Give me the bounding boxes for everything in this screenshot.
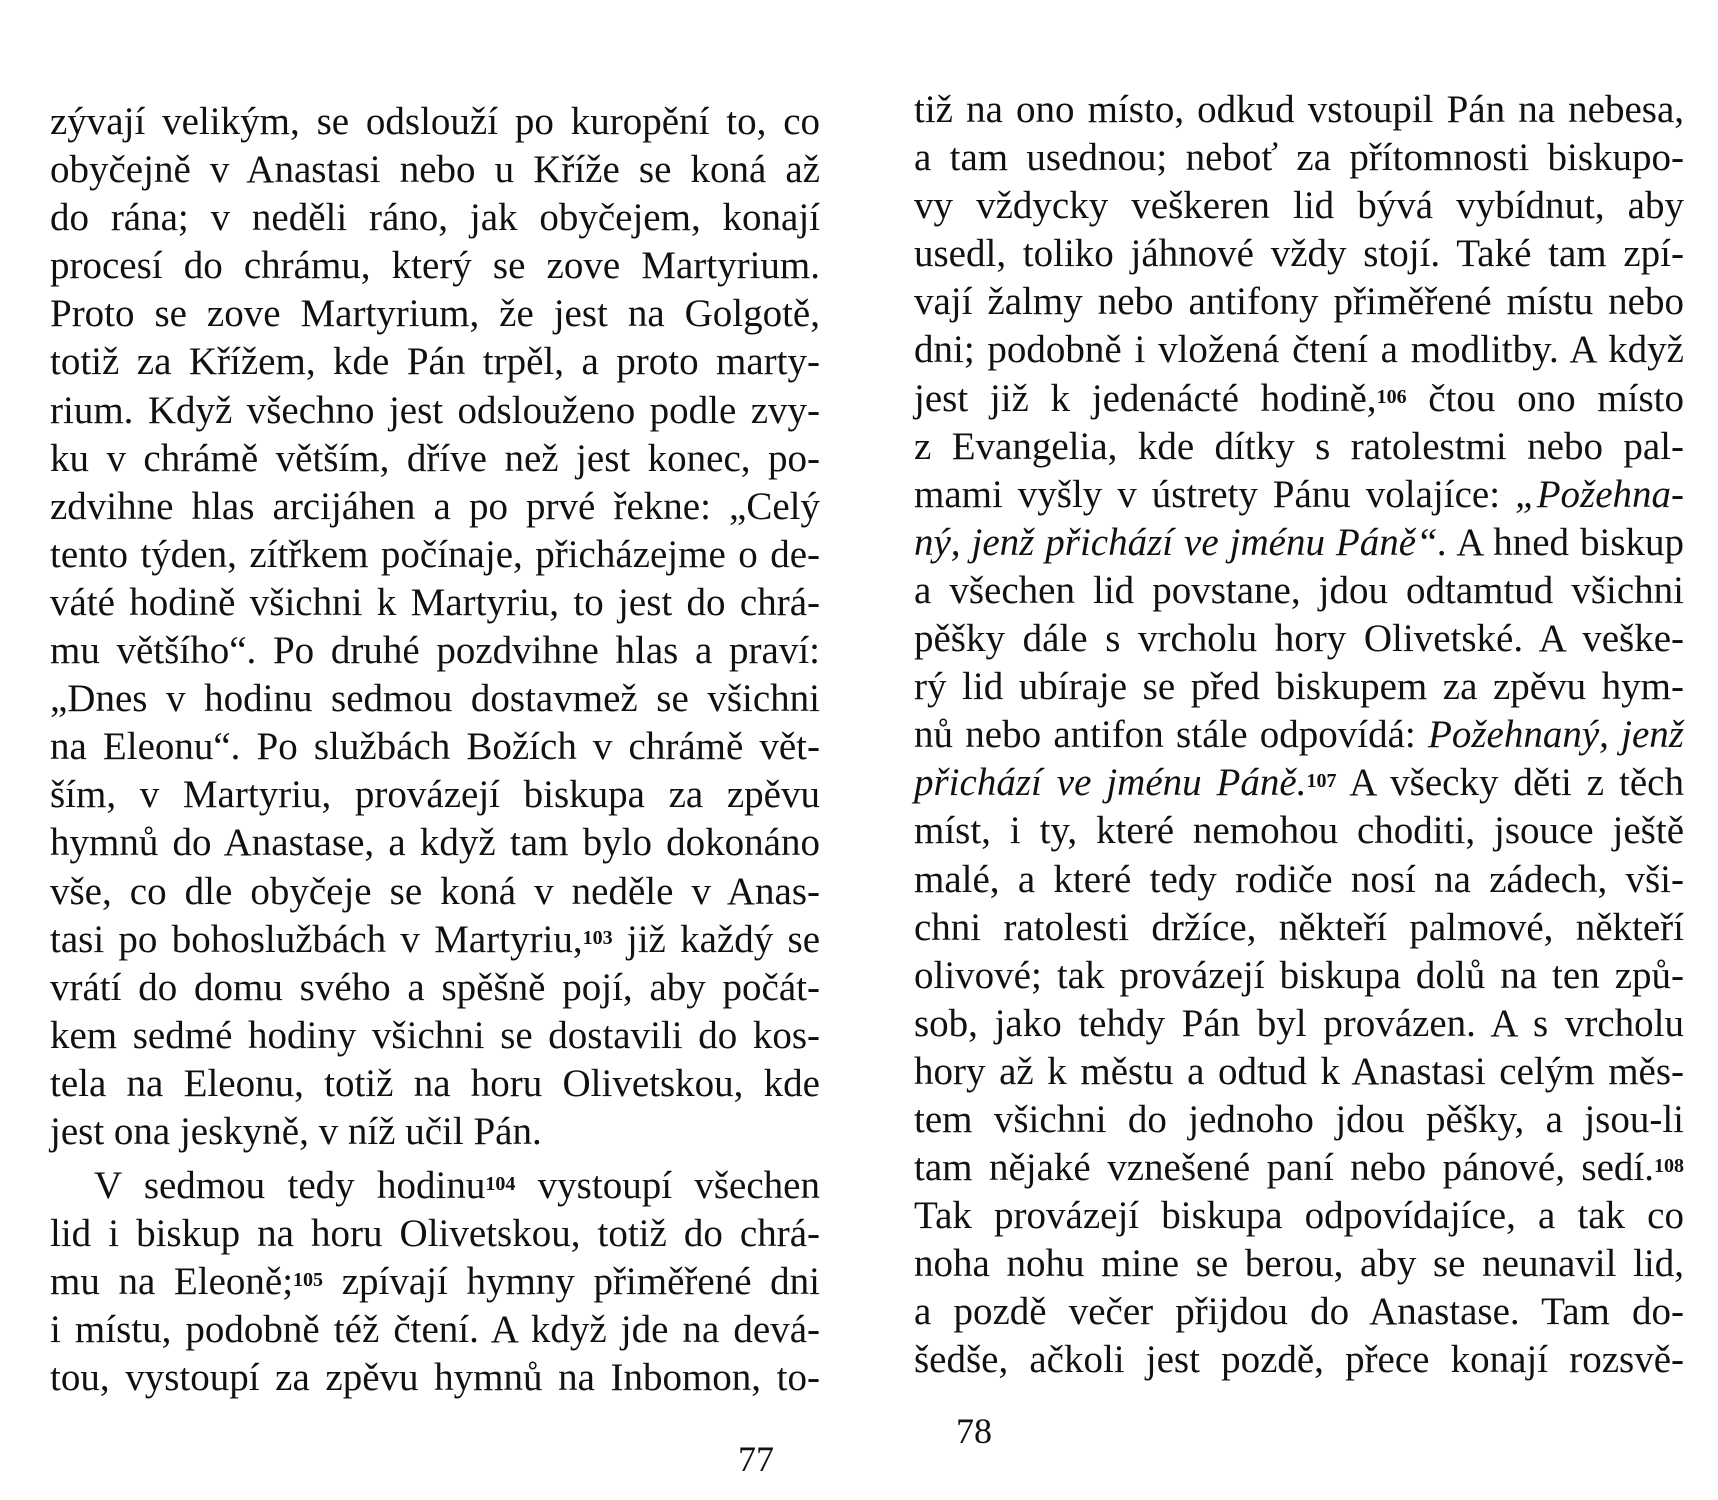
text-line [914, 326, 1684, 374]
text-run: ším, v Martyriu, provázejí biskupa za zpěvu [50, 773, 820, 817]
text-run: jest již k jedenácté hodině, [914, 376, 1377, 420]
text-run: vy vždycky veškeren lid bývá vybídnut, aby [914, 184, 1684, 228]
text-run: lid i biskup na horu Olivetskou, totiž do chrá- [50, 1212, 820, 1256]
text-line [914, 615, 1684, 663]
text-run: nů nebo antifon stále odpovídá: [914, 713, 1429, 757]
text-run: hymnů do Anastase, a když tam bylo dokonáno [50, 821, 820, 865]
text-run: do rána; v neděli ráno, jak obyčejem, konají [50, 196, 820, 240]
text-line [914, 759, 1684, 807]
text-run: vrátí do domu svého a spěšně pojí, aby počát- [50, 965, 820, 1009]
italic-quote: Požehnaný, jenž [1428, 713, 1684, 757]
text-run: váté hodině všichni k Martyriu, to jest do chrá- [50, 580, 820, 624]
text-line [50, 1306, 820, 1354]
text-line [914, 1144, 1684, 1192]
text-run: tam nějaké vznešené paní nebo pánové, sedí. [914, 1146, 1654, 1190]
text-line [50, 242, 820, 290]
text-run: a pozdě večer přijdou do Anastase. Tam do- [914, 1290, 1684, 1334]
text-line [50, 964, 820, 1012]
text-run: usedl, toliko jáhnové vždy stojí. Také tam zpí- [914, 232, 1684, 276]
text-run: chni ratolesti držíce, někteří palmové, někteří [914, 905, 1684, 949]
text-run: šedše, ačkoli jest pozdě, přece konají rozsvě- [914, 1338, 1684, 1382]
text-line [914, 1048, 1684, 1096]
text-line [914, 1192, 1684, 1240]
footnote-marker: 104 [485, 1173, 516, 1196]
text-line [50, 1258, 820, 1306]
text-line [50, 146, 820, 194]
text-line [50, 868, 820, 916]
text-line [50, 916, 820, 964]
text-run: tem všichni do jednoho jdou pěšky, a jsou-li [914, 1097, 1684, 1141]
text-run: A hned biskup [1447, 520, 1684, 564]
text-line [50, 1210, 820, 1258]
text-run: procesí do chrámu, který se zove Martyrium. [50, 244, 820, 288]
text-line [914, 278, 1684, 326]
text-run: mami vyšly v ústrety Pánu volajíce: [914, 472, 1515, 516]
text-run: zdvihne hlas arcijáhen a po prvé řekne: „Celý [50, 484, 820, 528]
text-run: kem sedmé hodiny všichni se dostavili do kos- [50, 1013, 820, 1057]
text-line [914, 519, 1684, 567]
text-run: tiž na ono místo, odkud vstoupil Pán na nebesa, [914, 88, 1684, 131]
text-run: vají žalmy nebo antifony přiměřené místu nebo [914, 280, 1684, 324]
text-run: na Eleonu“. Po službách Božích v chrámě vět- [50, 725, 820, 769]
text-run: zývají velikým, se odslouží po kuropění to, co [50, 100, 820, 143]
text-run: Tak provázejí biskupa odpovídajíce, a tak co [914, 1194, 1684, 1238]
text-line [50, 675, 820, 723]
text-run: a tam usednou; neboť za přítomnosti biskupo- [914, 136, 1684, 180]
text-line [50, 1354, 820, 1402]
text-run: V sedmou tedy hodinu [94, 1164, 486, 1208]
text-line [914, 856, 1684, 904]
text-line [50, 387, 820, 435]
text-run: jest ona jeskyně, v níž učil Pán. [50, 1109, 542, 1153]
text-run: „Dnes v hodinu sedmou dostavmež se všichni [50, 677, 820, 721]
text-run: noha nohu mine se berou, aby se neunavil lid, [914, 1242, 1684, 1286]
text-run: tento týden, zítřkem počínaje, přicházejme o de- [50, 532, 820, 576]
text-line [914, 230, 1684, 278]
footnote-marker: 103 [582, 926, 613, 949]
text-line [914, 807, 1684, 855]
text-line [914, 1240, 1684, 1288]
text-line [50, 1060, 820, 1108]
text-line [50, 1012, 820, 1060]
italic-quote: „Požehna- [1515, 472, 1684, 516]
text-run: sob, jako tehdy Pán byl provázen. A s vrcholu [914, 1001, 1684, 1045]
text-line [50, 627, 820, 675]
text-run: olivové; tak provázejí biskupa dolů na ten způ- [914, 953, 1684, 997]
text-line [50, 98, 820, 146]
text-line [914, 1096, 1684, 1144]
text-run: Proto se zove Martyrium, že jest na Golgotě, [50, 292, 820, 336]
left-page-text [50, 98, 820, 1403]
text-line [914, 952, 1684, 1000]
text-line [914, 86, 1684, 134]
text-run: tasi po bohoslužbách v Martyriu, [50, 917, 583, 961]
text-run: ku v chrámě větším, dříve než jest konec, po- [50, 436, 820, 480]
text-run: zpívají hymny přiměřené dni [323, 1260, 820, 1304]
text-line [50, 531, 820, 579]
text-line [50, 723, 820, 771]
text-line [914, 711, 1684, 759]
text-run: čtou ono místo [1406, 376, 1684, 420]
text-run: rium. Když všechno jest odslouženo podle zvy- [50, 388, 820, 432]
text-run: dni; podobně i vložená čtení a modlitby. A když [914, 328, 1684, 372]
text-line [50, 194, 820, 242]
text-run: mu na Eleoně; [50, 1260, 294, 1304]
text-line [914, 471, 1684, 519]
text-line [914, 134, 1684, 182]
italic-quote: ný, jenž přichází ve jménu Páně“. [914, 520, 1448, 564]
text-line [914, 375, 1684, 423]
text-run: vše, co dle obyčeje se koná v neděle v Anas- [50, 869, 820, 913]
text-line [50, 579, 820, 627]
text-line [50, 435, 820, 483]
page-number-left: 77 [738, 1439, 774, 1479]
text-run: míst, i ty, které nemohou choditi, jsouce ještě [914, 809, 1684, 853]
text-line [914, 663, 1684, 711]
text-run: vystoupí všechen [515, 1164, 820, 1208]
text-run: tela na Eleonu, totiž na horu Olivetskou, kde [50, 1061, 820, 1105]
text-run: totiž za Křížem, kde Pán trpěl, a proto marty- [50, 340, 820, 384]
text-line [50, 819, 820, 867]
text-run: i místu, podobně též čtení. A když jde na devá- [50, 1308, 820, 1352]
text-run: pěšky dále s vrcholu hory Olivetské. A veške- [914, 617, 1684, 661]
italic-quote: přichází ve jménu Páně. [914, 761, 1307, 805]
text-run: mu většího“. Po druhé pozdvihne hlas a praví: [50, 629, 820, 673]
text-line [914, 1288, 1684, 1336]
text-line [50, 771, 820, 819]
text-line [50, 483, 820, 531]
text-run: hory až k městu a odtud k Anastasi celým měs- [914, 1049, 1684, 1093]
text-run: tou, vystoupí za zpěvu hymnů na Inbomon, to- [50, 1356, 820, 1400]
text-run: malé, a které tedy rodiče nosí na zádech, vši- [914, 857, 1684, 901]
footnote-marker: 107 [1306, 770, 1337, 793]
text-run: a všechen lid povstane, jdou odtamtud všichni [914, 568, 1684, 612]
text-run: z Evangelia, kde dítky s ratolestmi nebo pal- [914, 424, 1684, 468]
text-line [914, 182, 1684, 230]
text-line [914, 1000, 1684, 1048]
text-line [914, 423, 1684, 471]
text-run: A všecky děti z těch [1336, 761, 1684, 805]
footnote-marker: 106 [1376, 385, 1407, 408]
text-line [50, 338, 820, 386]
text-line [50, 1108, 820, 1156]
text-line [914, 904, 1684, 952]
footnote-marker: 105 [293, 1269, 324, 1292]
text-line [914, 1336, 1684, 1384]
right-page-text [914, 86, 1684, 1385]
page-number-right: 78 [956, 1411, 992, 1451]
text-run: obyčejně v Anastasi nebo u Kříže se koná až [50, 148, 820, 192]
text-line [914, 567, 1684, 615]
text-run: rý lid ubíraje se před biskupem za zpěvu hym- [914, 665, 1684, 709]
footnote-marker: 108 [1654, 1155, 1684, 1178]
text-line [50, 1162, 820, 1210]
text-line [50, 290, 820, 338]
text-run: již každý se [612, 917, 821, 961]
